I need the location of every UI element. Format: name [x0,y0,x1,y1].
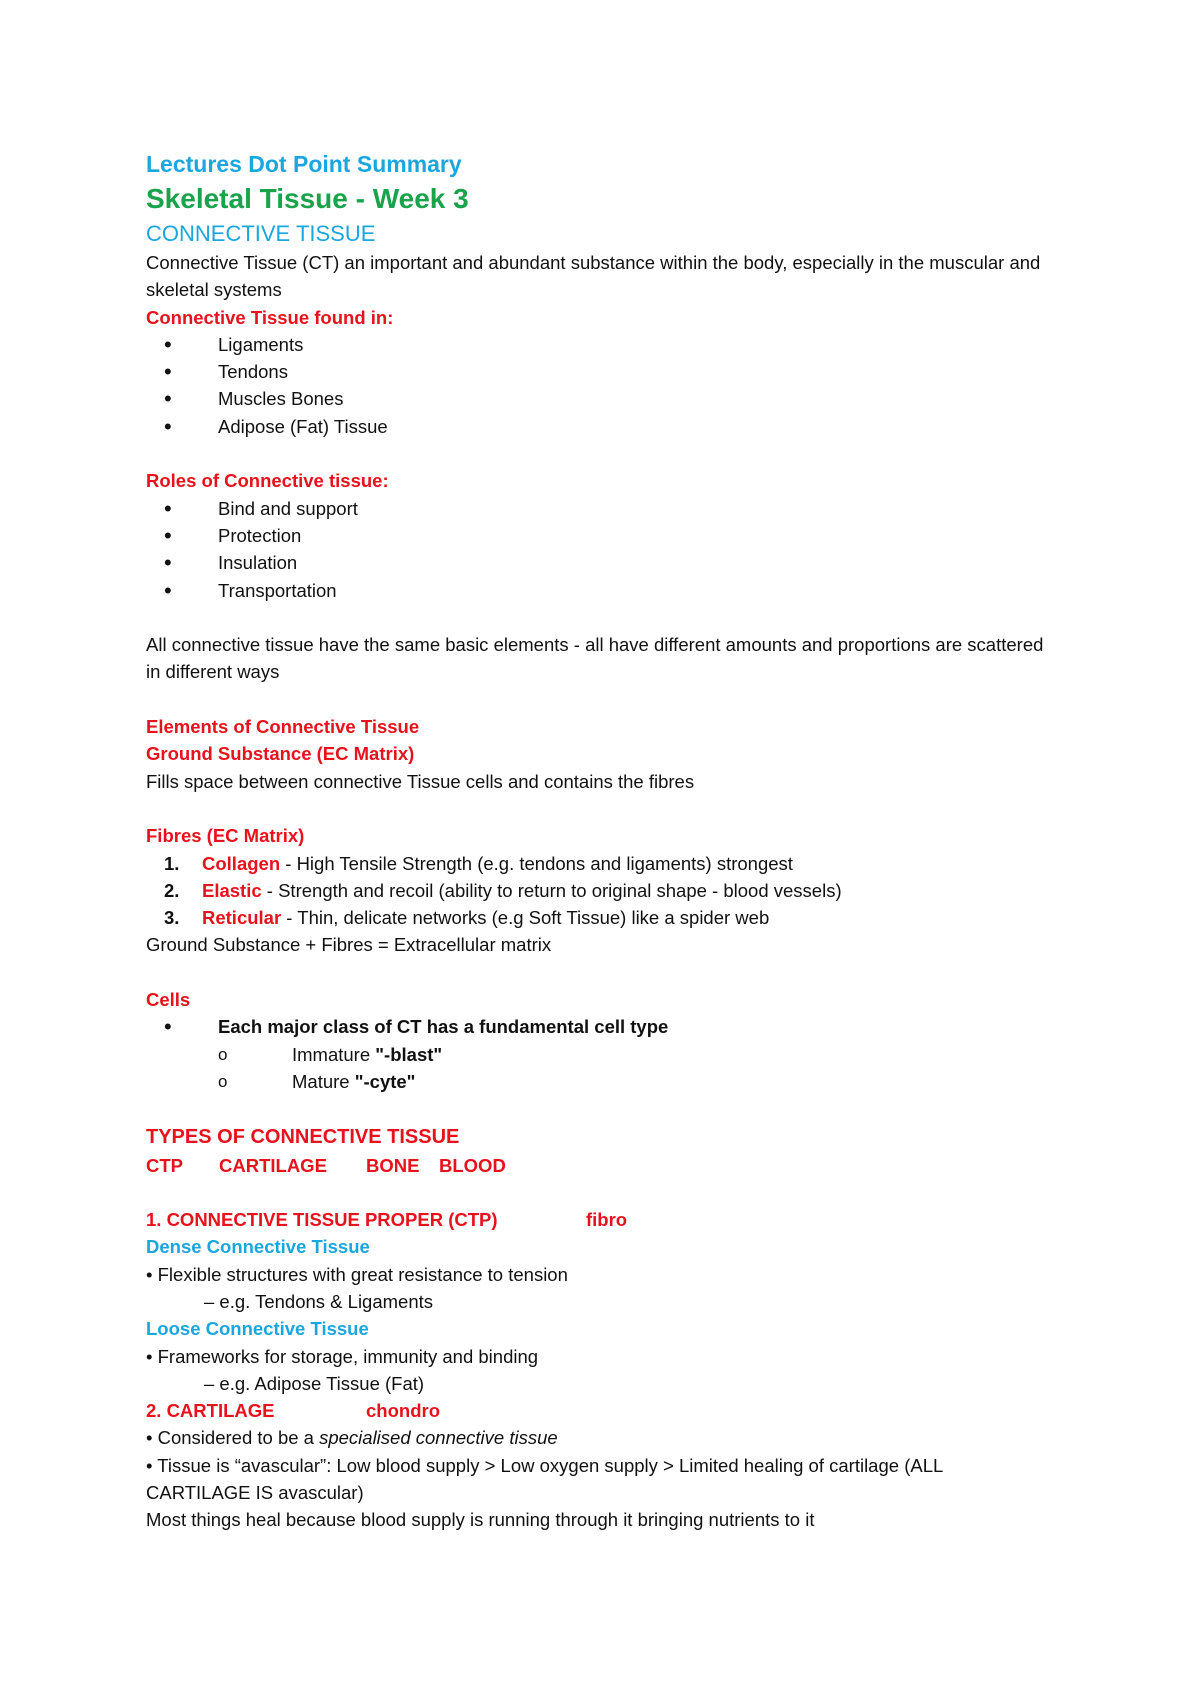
cartilage-point-3: Most things heal because blood supply is running through it bringing nutrients to it [146,1509,815,1531]
list-item: • Each major class of CT has a fundamental cell type [164,1014,669,1040]
bullet-icon: • [164,550,172,576]
cartilage-point-2: • Tissue is “avascular”: Low blood supply > Low oxygen supply > Limited healing of cartilage (ALL CARTILAGE IS avascular) [146,1454,943,1504]
bullet-icon: • [164,1014,172,1040]
cells-heading: Cells [146,989,191,1011]
list-item: • Ligaments [164,331,304,357]
loose-ct-heading: Loose Connective Tissue [146,1318,369,1340]
bullet-icon: • [164,413,172,439]
cartilage-point-1: • Considered to be a specialised connective tissue [146,1427,558,1449]
list-item: • Tendons [164,359,288,385]
section-heading-connective-tissue: CONNECTIVE TISSUE [146,221,376,246]
bullet-icon: • [164,359,172,385]
list-item: • Transportation [164,577,337,603]
bullet-icon: • [164,577,172,603]
elements-heading: Elements of Connective Tissue [146,716,420,738]
list-item: • Muscles Bones [164,386,344,412]
fibres-heading: Fibres (EC Matrix) [146,825,305,847]
list-item: • Insulation [164,550,298,576]
bullet-icon: • [164,495,172,521]
ctp-heading: 1. CONNECTIVE TISSUE PROPER (CTP) fibro [146,1209,628,1231]
found-heading: Connective Tissue found in: [146,306,394,328]
roles-heading: Roles of Connective tissue: [146,470,389,492]
doc-subtitle: Lectures Dot Point Summary [146,151,462,177]
ground-substance-heading: Ground Substance (EC Matrix) [146,743,415,765]
intro-paragraph: Connective Tissue (CT) an important and abundant substance within the body, especially in the muscular and skeletal systems [146,252,1041,301]
dense-ct-example: – e.g. Tendons & Ligaments [204,1290,434,1312]
loose-ct-example: – e.g. Adipose Tissue (Fat) [204,1372,425,1394]
dense-ct-point: • Flexible structures with great resistance to tension [146,1263,568,1285]
list-item: • Bind and support [164,495,358,521]
loose-ct-point: • Frameworks for storage, immunity and binding [146,1345,539,1367]
cartilage-heading: 2. CARTILAGE chondro [146,1400,440,1422]
list-item: 2. Elastic - Strength and recoil (ability to return to original shape - blood vessels) [164,879,842,901]
bullet-icon: • [164,331,172,357]
circle-bullet-icon: o [218,1044,228,1064]
bullet-icon: • [164,386,172,412]
bullet-icon: • [164,522,172,548]
list-item: 1. Collagen - High Tensile Strength (e.g. tendons and ligaments) strongest [164,852,793,874]
doc-title: Skeletal Tissue - Week 3 [146,183,469,214]
list-item: 3. Reticular - Thin, delicate networks (e.g Soft Tissue) like a spider web [164,907,770,929]
dense-ct-heading: Dense Connective Tissue [146,1236,370,1258]
document-page [146,148,1086,1534]
basic-elements-paragraph: All connective tissue have the same basic elements - all have different amounts and proportions are scattered in different ways [146,634,1044,683]
sub-list-item: o Immature "-blast" [146,1041,1086,1068]
circle-bullet-icon: o [218,1071,228,1091]
list-item: • Protection [164,522,302,548]
types-row: CTP CARTILAGE BONE BLOOD [146,1154,506,1176]
list-item: • Adipose (Fat) Tissue [164,413,388,439]
ground-substance-text: Fills space between connective Tissue cells and contains the fibres [146,770,695,792]
sub-list-item: o Mature "-cyte" [146,1068,1086,1095]
extracellular-matrix-equation: Ground Substance + Fibres = Extracellular matrix [146,934,552,956]
types-heading: TYPES OF CONNECTIVE TISSUE [146,1125,460,1148]
